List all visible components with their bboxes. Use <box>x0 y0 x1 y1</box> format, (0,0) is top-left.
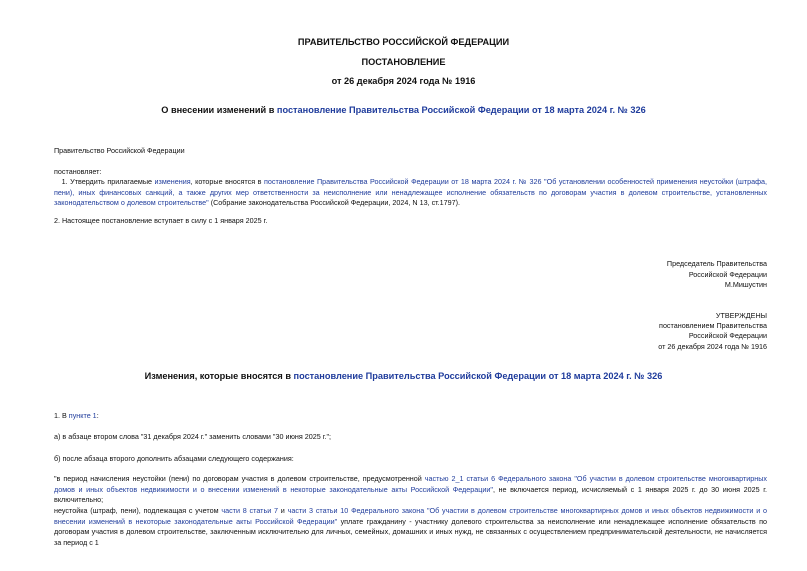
issuing-authority: ПРАВИТЕЛЬСТВО РОССИЙСКОЙ ФЕДЕРАЦИИ <box>297 37 510 47</box>
approval-line-1: УТВЕРЖДЕНЫ <box>715 311 767 320</box>
quoted-1-link[interactable]: частью 2_1 статьи 6 Федерального закона "Об участии в долевом строительстве многоквартирных домов и иных объектов недвижимости и о внесении изменений в некоторые законодательные акты Российской Федерации" <box>54 474 767 494</box>
document-title-text: О внесении изменений в <box>161 105 277 115</box>
change-1-line <box>54 411 99 421</box>
item-2-paragraph: 2. Настоящее постановление вступает в силу с 1 января 2025 г. <box>54 216 268 225</box>
quoted-2-link-2[interactable]: части 3 статьи 10 Федерального закона "Об участии в долевом строительстве многоквартирных домов и иных объектов недвижимости и о внесении изменений в некоторые законодательные акты Российской Федерации" <box>54 506 767 526</box>
document-date-number: от 26 декабря 2024 года № 1916 <box>331 76 476 86</box>
quoted-paragraph-1 <box>54 474 767 506</box>
quoted-1-suffix: , не включается период, исчисляемый с 1 января 2025 г. до 30 июня 2025 г. включительно; <box>54 484 767 505</box>
change-b-line: б) после абзаца второго дополнить абзацами следующего содержания: <box>54 454 294 463</box>
government-line: Правительство Российской Федерации <box>54 146 185 155</box>
change-1-link[interactable]: пункте 1 <box>68 411 97 420</box>
approval-line-3: Российской Федерации <box>688 331 767 340</box>
approval-line-4: от 26 декабря 2024 года № 1916 <box>658 342 767 351</box>
changes-title-link[interactable]: постановление Правительства Российской Федерации от 18 марта 2024 г. № 326 <box>293 371 663 381</box>
quoted-1-text: "в период начисления неустойки (пени) по договорам участия в долевом строительстве, предусмотренной <box>54 474 425 483</box>
quoted-2-text: неустойка (штраф, пени), подлежащая с учетом <box>54 506 222 515</box>
changes-title <box>0 371 807 381</box>
change-1-colon: : <box>96 411 99 420</box>
document-type: ПОСТАНОВЛЕНИЕ <box>361 57 446 67</box>
quoted-2-link-1[interactable]: части 8 статьи 7 <box>221 506 279 515</box>
item-1-text-mid: , которые вносятся в <box>190 177 264 186</box>
changes-title-text: Изменения, которые вносятся в <box>144 371 294 381</box>
item-1-text: 1. Утвердить прилагаемые <box>61 177 155 186</box>
item-1-link-changes[interactable]: изменения <box>154 177 191 186</box>
item-1-text-suffix: (Собрание законодательства Российской Федерации, 2024, N 13, ст.1797). <box>208 198 461 208</box>
item-1-link-decree[interactable]: постановление Правительства Российской Федерации от 18 марта 2024 г. № 326 "Об установлении особенностей применения неустойки (штрафа, пени), иных финансовых санкций, а также других мер ответственности за неисполнение или ненадлежащее исполнение обязательств по договорам участия в долевом строительстве, установленных законодательством о долевом строительстве" <box>54 177 767 208</box>
signature-title-1: Председатель Правительства <box>666 259 767 268</box>
document-title <box>0 105 807 115</box>
quoted-2-suffix: уплате гражданину - участнику долевого строительства за неисполнение или ненадлежащее исполнение обязательств по договорам участия в долевом строительстве, заключенным исключительно для личных, семейных, домашних и иных нужд, не связанных с осуществлением предпринимательской деятельности, не начисляется за период с 1 <box>54 516 767 547</box>
document-title-link[interactable]: постановление Правительства Российской Федерации от 18 марта 2024 г. № 326 <box>276 105 646 115</box>
item-1-paragraph <box>54 177 767 209</box>
change-1-text: 1. В <box>54 411 69 420</box>
quoted-paragraph-2 <box>54 506 767 548</box>
quoted-2-mid: и <box>278 506 288 515</box>
decrees-line: постановляет: <box>54 167 102 176</box>
approval-line-2: постановлением Правительства <box>659 321 767 330</box>
signature-title-2: Российской Федерации <box>688 270 767 279</box>
change-a-line: а) в абзаце втором слова "31 декабря 2024 г." заменить словами "30 июня 2025 г."; <box>54 432 331 441</box>
signature-name: М.Мишустин <box>724 280 767 289</box>
